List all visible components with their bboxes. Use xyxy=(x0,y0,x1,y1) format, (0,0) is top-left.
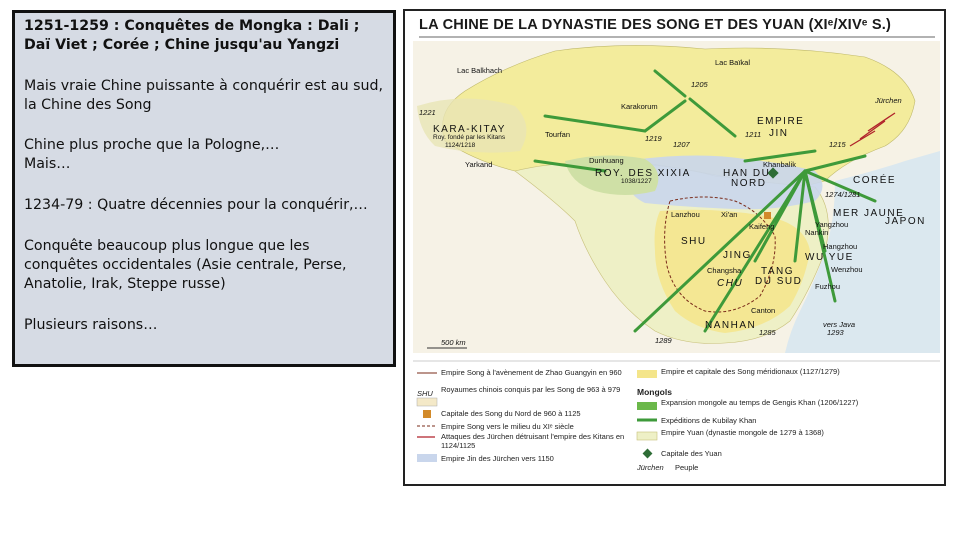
label-kaifeng: Kaifeng xyxy=(749,222,775,231)
label-year-1274: 1274/1281 xyxy=(825,190,861,199)
legend-song-meridionaux: Empire et capitale des Song méridionaux (1127/1279) xyxy=(661,367,840,376)
legend-jurchen-key: Jürchen xyxy=(637,463,664,472)
label-roy-kitans-dates: 1124/1218 xyxy=(445,142,476,149)
legend-empire-song-xi: Empire Song vers le milieu du XIᵉ siècle xyxy=(441,422,574,431)
label-wu-yue: WU YUE xyxy=(805,252,854,263)
paragraph-2: Chine plus proche que la Pologne,… Mais… xyxy=(24,137,280,172)
label-scale: 500 km xyxy=(441,338,466,347)
label-chu: CHU xyxy=(717,278,744,289)
label-year-1211: 1211 xyxy=(745,130,762,139)
label-year-1205: 1205 xyxy=(691,80,708,89)
label-wenzhou: Wenzhou xyxy=(831,265,863,274)
label-xi-an: Xi'an xyxy=(721,210,738,219)
label-year-1285: 1285 xyxy=(759,328,776,337)
legend-capitale-song-nord: Capitale des Song du Nord de 960 à 1125 xyxy=(441,409,581,418)
label-year-1215: 1215 xyxy=(829,140,846,149)
label-hangzhou: Hangzhou xyxy=(823,242,858,251)
label-han-du-nord-1: HAN DU xyxy=(723,168,771,179)
label-yangzhou: Yangzhou xyxy=(815,220,849,229)
label-han-du-nord-2: NORD xyxy=(731,178,767,189)
label-japon: JAPON xyxy=(885,216,926,227)
label-canton: Canton xyxy=(751,306,776,315)
label-shu: SHU xyxy=(681,236,707,247)
label-jurchen: Jürchen xyxy=(875,96,902,105)
legend-royaumes: Royaumes chinois conquis par les Song de 963 à 979 xyxy=(441,385,621,394)
paragraph-5: Plusieurs raisons… xyxy=(24,317,158,333)
label-tang-sud-2: DU SUD xyxy=(755,276,803,287)
label-jing: JING xyxy=(723,250,752,261)
historical-map xyxy=(403,9,946,486)
legend-peuple: Peuple xyxy=(675,463,699,472)
legend-attaques-jurchen: Attaques des Jürchen détruisant l'empire des Kitans en 1124/1125 xyxy=(441,432,625,450)
label-year-1289: 1289 xyxy=(655,336,672,345)
label-java-year: 1293 xyxy=(827,328,844,337)
map-title: LA CHINE DE LA DYNASTIE DES SONG ET DES YUAN (XIᵉ/XIVᵉ S.) xyxy=(419,17,892,33)
label-changsha: Changsha xyxy=(707,266,742,275)
label-yarkand: Yarkand xyxy=(465,160,493,169)
label-lac-balkhach: Lac Balkhach xyxy=(457,66,503,75)
label-empire-jin-2: JIN xyxy=(769,128,789,139)
slide-heading: 1251-1259 : Conquêtes de Mongka : Dali ; Daï Viet ; Corée ; Chine jusqu'au Yangzi xyxy=(24,18,360,53)
legend-song-960: Empire Song à l'avènement de Zhao Guangyin en 960 xyxy=(441,368,622,377)
paragraph-3: 1234-79 : Quatre décennies pour la conquérir,… xyxy=(24,197,368,213)
legend-empire-yuan: Empire Yuan (dynastie mongole de 1279 à 1368) xyxy=(661,428,824,437)
label-lac-baikal: Lac Baïkal xyxy=(715,58,751,67)
label-nanhan: NANHAN xyxy=(705,320,757,331)
paragraph-1: Mais vraie Chine puissante à conquérir est au sud, la Chine des Song xyxy=(24,78,383,113)
legend-capitale-yuan: Capitale des Yuan xyxy=(661,449,722,458)
paragraph-4: Conquête beaucoup plus longue que les conquêtes occidentales (Asie centrale, Perse, Anatolie, Irak, Steppe russe) xyxy=(24,238,347,292)
legend-gengis-khan: Expansion mongole au temps de Gengis Khan (1206/1227) xyxy=(661,398,859,407)
legend-empire-jin: Empire Jin des Jürchen vers 1150 xyxy=(441,454,554,463)
label-xixia-dates: 1038/1227 xyxy=(621,178,652,185)
label-lanzhou: Lanzhou xyxy=(671,210,700,219)
label-roy-xixia: ROY. DES XIXIA xyxy=(595,168,691,179)
label-nankin: Nankin xyxy=(805,228,829,237)
text-panel xyxy=(12,10,396,367)
legend-mongols-head: Mongols xyxy=(637,387,672,397)
label-mer-jaune: MER JAUNE xyxy=(833,208,905,219)
label-kara-kitay: KARA-KITAY xyxy=(433,124,506,135)
label-dunhuang: Dunhuang xyxy=(589,156,624,165)
legend-kubilay: Expéditions de Kubilay Khan xyxy=(661,416,757,425)
label-year-1207: 1207 xyxy=(673,140,690,149)
label-fuzhou: Fuzhou xyxy=(815,282,841,291)
legend-shu-key: SHU xyxy=(417,389,433,398)
label-year-1219: 1219 xyxy=(645,134,662,143)
label-tourfan: Tourfan xyxy=(545,130,571,139)
label-roy-kitans: Roy. fondé par les Kitans xyxy=(433,134,506,141)
label-khanbalik: Khanbalik xyxy=(763,160,796,169)
label-empire-jin-1: EMPIRE xyxy=(757,116,805,127)
label-tang-sud-1: TANG xyxy=(761,266,795,277)
label-karakorum: Karakorum xyxy=(621,102,658,111)
label-coree: CORÉE xyxy=(853,175,897,186)
label-year-1221: 1221 xyxy=(419,108,436,117)
label-java: vers Java xyxy=(823,320,856,329)
